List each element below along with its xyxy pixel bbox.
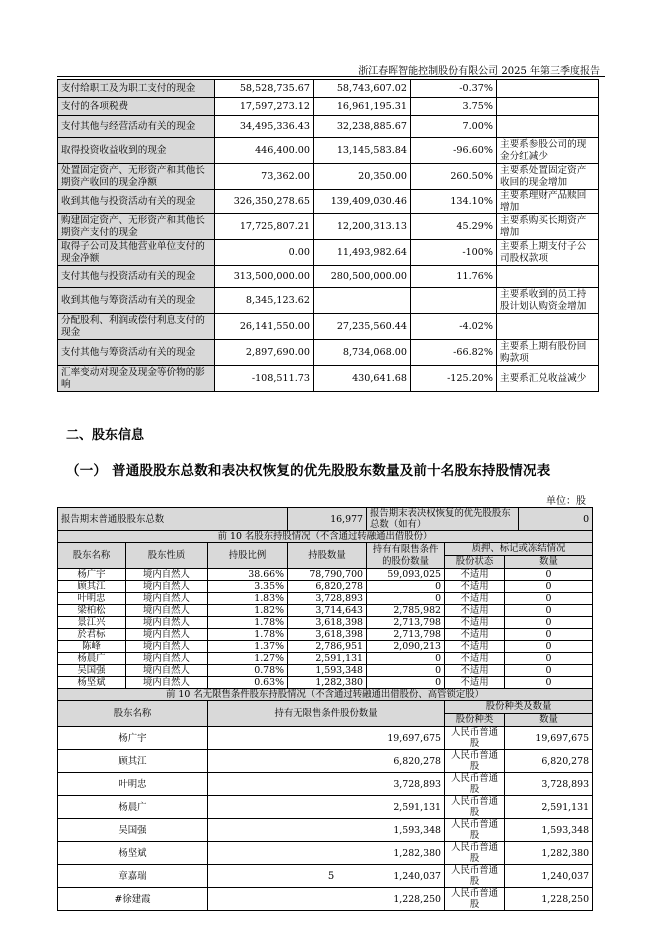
cash-row-current: 2,897,690.00 — [215, 340, 314, 366]
cash-row-change: -66.82% — [411, 340, 497, 366]
holder-restricted: 0 — [367, 677, 445, 689]
header-kind-title: 股份种类及数量 — [445, 701, 593, 714]
holder-row — [58, 653, 593, 665]
header-share-kind: 股份种类 — [445, 714, 505, 727]
holder-qty: 3,728,893 — [288, 593, 367, 605]
holder-name: 顾其江 — [58, 581, 126, 593]
unrestricted-qty: 19,697,675 — [208, 727, 445, 750]
unrestricted-row — [58, 796, 593, 819]
holder-pledge-count: 0 — [505, 665, 593, 677]
cash-row — [58, 164, 599, 190]
cash-row — [58, 340, 599, 366]
cash-row-previous: 12,200,313.13 — [314, 214, 411, 240]
unrestricted-row — [58, 750, 593, 773]
cash-row-current: 326,350,278.65 — [215, 190, 314, 214]
holder-row — [58, 641, 593, 653]
unrestricted-qty: 2,591,131 — [208, 796, 445, 819]
holder-name: 景江兴 — [58, 617, 126, 629]
cash-row — [58, 98, 599, 116]
holder-row — [58, 581, 593, 593]
cash-row-change: 45.29% — [411, 214, 497, 240]
unrestricted-row — [58, 842, 593, 865]
cash-row-previous: 430,641.68 — [314, 366, 411, 392]
holder-status: 不适用 — [445, 665, 505, 677]
unrestricted-kind: 人民币普通股 — [445, 842, 505, 865]
cash-row-current: 8,345,123.62 — [215, 288, 314, 314]
holder-ratio: 1.37% — [208, 641, 288, 653]
cash-row — [58, 288, 599, 314]
cash-row-current: 17,725,807.21 — [215, 214, 314, 240]
cash-row-label: 取得投资收益收到的现金 — [58, 138, 215, 164]
header-unrestricted-qty: 持有无限售条件股份数量 — [208, 701, 445, 727]
holder-pledge-count: 0 — [505, 629, 593, 641]
section-title: 二、股东信息 — [66, 428, 145, 443]
holder-nature: 境内自然人 — [126, 569, 208, 581]
holder-status: 不适用 — [445, 593, 505, 605]
holder-pledge-count: 0 — [505, 581, 593, 593]
cash-row-change: -96.60% — [411, 138, 497, 164]
holder-status: 不适用 — [445, 629, 505, 641]
holder-ratio: 1.27% — [208, 653, 288, 665]
top10-title: 前 10 名股东持股情况（不含通过转融通出借股份） — [58, 531, 593, 543]
holder-ratio: 1.78% — [208, 617, 288, 629]
unrestricted-name: #徐建霞 — [58, 888, 208, 911]
page-number: 5 — [327, 871, 335, 882]
cash-row-reason: 主要系上期有股份回购款项 — [497, 340, 599, 366]
holder-restricted: 0 — [367, 665, 445, 677]
unrestricted-kind: 人民币普通股 — [445, 796, 505, 819]
unrestricted-kind: 人民币普通股 — [445, 865, 505, 888]
holder-qty: 78,790,700 — [288, 569, 367, 581]
holder-name: 杨坚斌 — [58, 677, 126, 689]
header-holding-qty: 持股数量 — [288, 543, 367, 569]
cash-row-change: -100% — [411, 240, 497, 266]
holder-nature: 境内自然人 — [126, 665, 208, 677]
holder-nature: 境内自然人 — [126, 677, 208, 689]
cash-row-label: 购建固定资产、无形资产和其他长期资产支付的现金 — [58, 214, 215, 240]
shareholder-table — [57, 507, 593, 911]
holder-row — [58, 617, 593, 629]
cash-row-change: -0.37% — [411, 80, 497, 98]
header-kind-count: 数量 — [505, 714, 593, 727]
cash-row-reason — [497, 266, 599, 288]
holder-row — [58, 593, 593, 605]
holder-row — [58, 605, 593, 617]
unrestricted-name: 章嘉瑞 — [58, 865, 208, 888]
unrestricted-count: 2,591,131 — [505, 796, 593, 819]
unrestricted-name: 杨坚斌 — [58, 842, 208, 865]
cash-row-label: 收到其他与筹资活动有关的现金 — [58, 288, 215, 314]
cash-row-label: 支付给职工及为职工支付的现金 — [58, 80, 215, 98]
holder-qty: 3,618,398 — [288, 629, 367, 641]
holder-restricted: 0 — [367, 653, 445, 665]
holder-ratio: 38.66% — [208, 569, 288, 581]
cash-row-reason: 主要系理财产品赎回增加 — [497, 190, 599, 214]
header-restricted-qty: 持有有限售条件的股份数量 — [367, 543, 445, 569]
cash-row-reason — [497, 116, 599, 138]
holder-row — [58, 569, 593, 581]
holder-name: 陈峰 — [58, 641, 126, 653]
total-holders-value: 16,977 — [288, 508, 367, 531]
cash-row — [58, 116, 599, 138]
cash-row-change: 11.76% — [411, 266, 497, 288]
holder-ratio: 0.63% — [208, 677, 288, 689]
cash-flow-table — [57, 79, 599, 392]
header-unrestricted-name: 股东名称 — [58, 701, 208, 727]
holder-status: 不适用 — [445, 581, 505, 593]
unrestricted-row — [58, 819, 593, 842]
holder-pledge-count: 0 — [505, 653, 593, 665]
cash-row-reason: 主要系收到的员工持股计划认购资金增加 — [497, 288, 599, 314]
unrestricted-count: 1,228,250 — [505, 888, 593, 911]
header-holder-nature: 股东性质 — [126, 543, 208, 569]
cash-row — [58, 80, 599, 98]
cash-row-change: 7.00% — [411, 116, 497, 138]
unrestricted-qty: 6,820,278 — [208, 750, 445, 773]
holder-name: 於君标 — [58, 629, 126, 641]
unrestricted-qty: 1,282,380 — [208, 842, 445, 865]
holder-name: 杨广宇 — [58, 569, 126, 581]
cash-row-previous: 13,145,583.84 — [314, 138, 411, 164]
unrestricted-kind: 人民币普通股 — [445, 773, 505, 796]
cash-row-current: 0.00 — [215, 240, 314, 266]
cash-row-current: 58,528,735.67 — [215, 80, 314, 98]
cash-row-previous: 16,961,195.31 — [314, 98, 411, 116]
cash-row-previous — [314, 288, 411, 314]
holder-nature: 境内自然人 — [126, 581, 208, 593]
holder-row — [58, 665, 593, 677]
holder-ratio: 1.82% — [208, 605, 288, 617]
header-holder-name: 股东名称 — [58, 543, 126, 569]
cash-row — [58, 366, 599, 392]
header-pledge: 质押、标记或冻结情况 — [445, 543, 593, 556]
cash-row — [58, 240, 599, 266]
holder-status: 不适用 — [445, 605, 505, 617]
holder-pledge-count: 0 — [505, 569, 593, 581]
holder-restricted: 2,090,213 — [367, 641, 445, 653]
cash-row — [58, 214, 599, 240]
holder-status: 不适用 — [445, 617, 505, 629]
holder-nature: 境内自然人 — [126, 641, 208, 653]
unrestricted-count: 3,728,893 — [505, 773, 593, 796]
holder-restricted: 2,713,798 — [367, 629, 445, 641]
cash-row-label: 汇率变动对现金及现金等价物的影响 — [58, 366, 215, 392]
cash-row-current: -108,511.73 — [215, 366, 314, 392]
cash-row — [58, 138, 599, 164]
cash-row-label: 支付的各项税费 — [58, 98, 215, 116]
holder-qty: 3,714,643 — [288, 605, 367, 617]
unit-label: 单位：股 — [546, 496, 586, 507]
cash-row-label: 支付其他与经营活动有关的现金 — [58, 116, 215, 138]
header-share-status: 股份状态 — [445, 556, 505, 569]
holder-nature: 境内自然人 — [126, 653, 208, 665]
cash-row-current: 26,141,550.00 — [215, 314, 314, 340]
unrestricted-name: 吴国强 — [58, 819, 208, 842]
unrestricted-kind: 人民币普通股 — [445, 819, 505, 842]
cash-row-reason: 主要系参股公司的现金分红减少 — [497, 138, 599, 164]
holder-restricted: 0 — [367, 581, 445, 593]
cash-row-label: 支付其他与筹资活动有关的现金 — [58, 340, 215, 366]
pref-holders-label: 报告期末表决权恢复的优先股股东总数（如有） — [367, 508, 519, 531]
unrestricted-row — [58, 888, 593, 911]
holder-ratio: 0.78% — [208, 665, 288, 677]
cash-row-change: 260.50% — [411, 164, 497, 190]
cash-row-current: 446,400.00 — [215, 138, 314, 164]
holder-nature: 境内自然人 — [126, 617, 208, 629]
total-holders-label: 报告期末普通股股东总数 — [58, 508, 288, 531]
holder-restricted: 0 — [367, 593, 445, 605]
cash-row-previous: 20,350.00 — [314, 164, 411, 190]
cash-row-change — [411, 288, 497, 314]
cash-row-reason — [497, 80, 599, 98]
page-header: 浙江春晖智能控制股份有限公司 2025 年第三季度报告 — [358, 66, 600, 77]
holder-qty: 1,593,348 — [288, 665, 367, 677]
cash-row-reason — [497, 98, 599, 116]
unrestricted-count: 1,282,380 — [505, 842, 593, 865]
unrestricted-row — [58, 773, 593, 796]
holder-qty: 1,282,380 — [288, 677, 367, 689]
section-subtitle: （一） 普通股股东总数和表决权恢复的优先股股东数量及前十名股东持股情况表 — [66, 463, 551, 479]
cash-row-current: 17,597,273.12 — [215, 98, 314, 116]
unrestricted-count: 1,593,348 — [505, 819, 593, 842]
cash-row-reason: 主要系汇兑收益减少 — [497, 366, 599, 392]
cash-row — [58, 266, 599, 288]
unrestricted-qty: 3,728,893 — [208, 773, 445, 796]
holder-pledge-count: 0 — [505, 593, 593, 605]
holder-ratio: 3.35% — [208, 581, 288, 593]
cash-row-reason — [497, 314, 599, 340]
cash-row-change: -125.20% — [411, 366, 497, 392]
holder-nature: 境内自然人 — [126, 629, 208, 641]
holder-name: 梁柏松 — [58, 605, 126, 617]
cash-row-label: 支付其他与投资活动有关的现金 — [58, 266, 215, 288]
holder-qty: 2,786,951 — [288, 641, 367, 653]
holder-name: 杨晨广 — [58, 653, 126, 665]
header-holding-ratio: 持股比例 — [208, 543, 288, 569]
cash-row-previous: 280,500,000.00 — [314, 266, 411, 288]
holder-pledge-count: 0 — [505, 677, 593, 689]
cash-row-previous: 27,235,560.44 — [314, 314, 411, 340]
cash-row-label: 处置固定资产、无形资产和其他长期资产收回的现金净额 — [58, 164, 215, 190]
unrestricted-count: 19,697,675 — [505, 727, 593, 750]
cash-row-change: -4.02% — [411, 314, 497, 340]
holder-restricted: 59,093,025 — [367, 569, 445, 581]
holder-qty: 2,591,131 — [288, 653, 367, 665]
holder-qty: 6,820,278 — [288, 581, 367, 593]
cash-row-previous: 8,734,068.00 — [314, 340, 411, 366]
holder-name: 叶明忠 — [58, 593, 126, 605]
holder-row — [58, 677, 593, 689]
holder-status: 不适用 — [445, 653, 505, 665]
unrestricted-kind: 人民币普通股 — [445, 727, 505, 750]
unrestricted-title: 前 10 名无限售条件股东持股情况（不含通过转融通出借股份、高管锁定股） — [58, 689, 593, 701]
unrestricted-name: 叶明忠 — [58, 773, 208, 796]
holder-pledge-count: 0 — [505, 605, 593, 617]
holder-nature: 境内自然人 — [126, 605, 208, 617]
cash-row-label: 收到其他与投资活动有关的现金 — [58, 190, 215, 214]
holder-status: 不适用 — [445, 641, 505, 653]
cash-row-previous: 32,238,885.67 — [314, 116, 411, 138]
cash-row-change: 3.75% — [411, 98, 497, 116]
unrestricted-qty: 1,228,250 — [208, 888, 445, 911]
header-pledge-count: 数量 — [505, 556, 593, 569]
unrestricted-name: 杨晨广 — [58, 796, 208, 819]
holder-ratio: 1.78% — [208, 629, 288, 641]
unrestricted-count: 6,820,278 — [505, 750, 593, 773]
cash-row — [58, 314, 599, 340]
unrestricted-kind: 人民币普通股 — [445, 750, 505, 773]
cash-row-reason: 主要系处置固定资产收回的现金增加 — [497, 164, 599, 190]
cash-row-previous: 58,743,607.02 — [314, 80, 411, 98]
cash-row-previous: 11,493,982.64 — [314, 240, 411, 266]
cash-row-current: 313,500,000.00 — [215, 266, 314, 288]
cash-row-previous: 139,409,030.46 — [314, 190, 411, 214]
unrestricted-count: 1,240,037 — [505, 865, 593, 888]
cash-row-label: 分配股利、利润或偿付利息支付的现金 — [58, 314, 215, 340]
holder-pledge-count: 0 — [505, 617, 593, 629]
cash-row — [58, 190, 599, 214]
holder-pledge-count: 0 — [505, 641, 593, 653]
cash-row-label: 取得子公司及其他营业单位支付的现金净额 — [58, 240, 215, 266]
unrestricted-row — [58, 727, 593, 750]
unrestricted-qty: 1,240,037 — [208, 865, 445, 888]
holder-name: 吴国强 — [58, 665, 126, 677]
header-rule — [57, 76, 605, 77]
holder-status: 不适用 — [445, 677, 505, 689]
unrestricted-name: 杨广宇 — [58, 727, 208, 750]
holder-qty: 3,618,398 — [288, 617, 367, 629]
cash-row-current: 34,495,336.43 — [215, 116, 314, 138]
holder-status: 不适用 — [445, 569, 505, 581]
holder-ratio: 1.83% — [208, 593, 288, 605]
unrestricted-name: 顾其江 — [58, 750, 208, 773]
holder-nature: 境内自然人 — [126, 593, 208, 605]
cash-row-reason: 主要系上期支付子公司股权款项 — [497, 240, 599, 266]
pref-holders-value: 0 — [519, 508, 593, 531]
holder-restricted: 2,713,798 — [367, 617, 445, 629]
cash-row-change: 134.10% — [411, 190, 497, 214]
cash-row-reason: 主要系购买长期资产增加 — [497, 214, 599, 240]
unrestricted-kind: 人民币普通股 — [445, 888, 505, 911]
cash-row-current: 73,362.00 — [215, 164, 314, 190]
holder-row — [58, 629, 593, 641]
holder-restricted: 2,785,982 — [367, 605, 445, 617]
unrestricted-qty: 1,593,348 — [208, 819, 445, 842]
